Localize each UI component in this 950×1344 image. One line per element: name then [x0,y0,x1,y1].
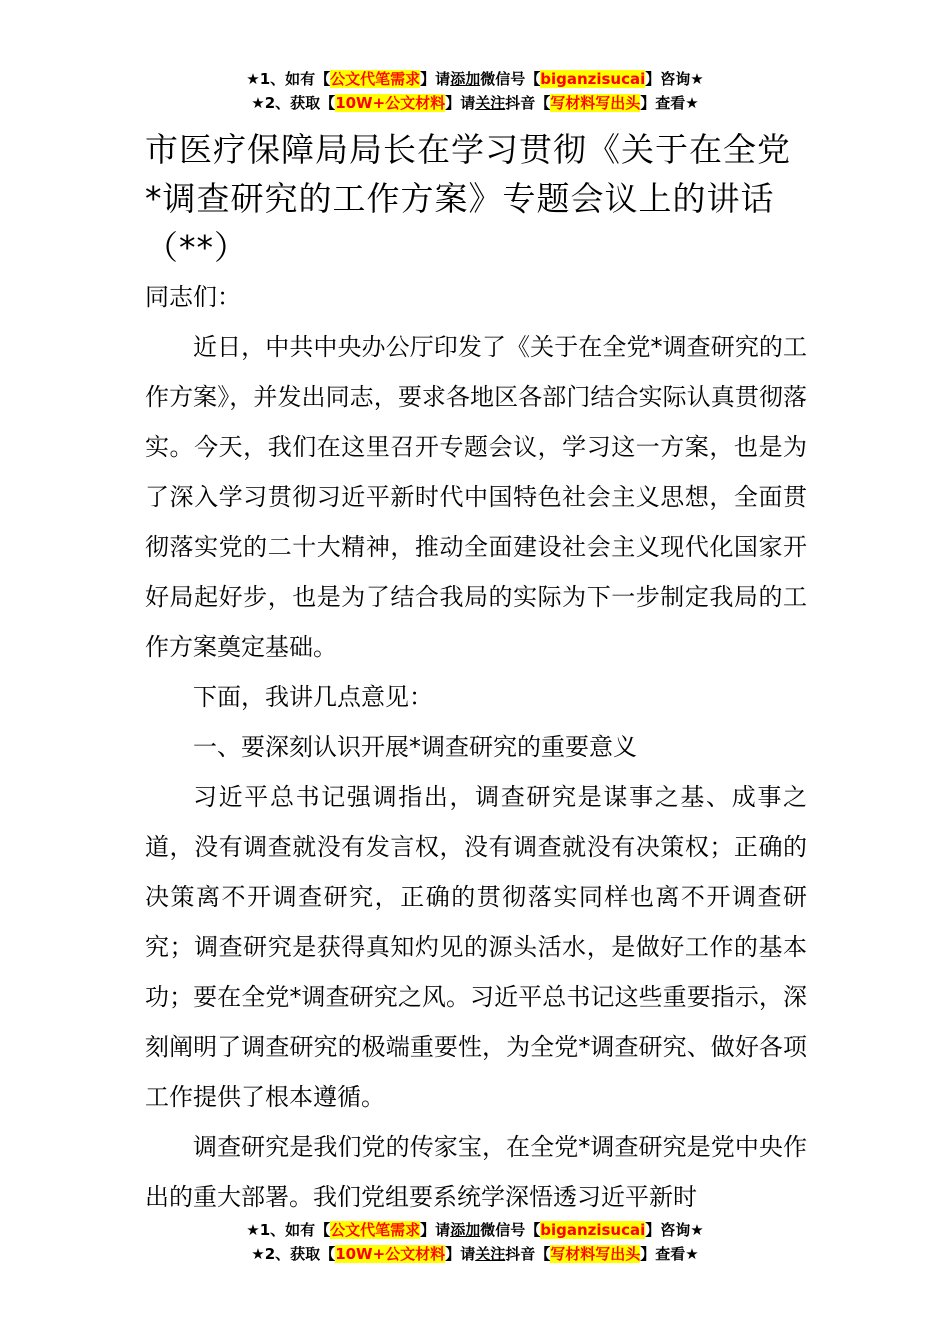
document-title: 市医疗保障局局长在学习贯彻《关于在全党*调查研究的工作方案》专题会议上的讲话（**） [145,130,791,267]
paragraph-body-1: 习近平总书记强调指出，调查研究是谋事之基、成事之道，没有调查就没有发言权，没有调查就没有决策权；正确的决策离不开调查研究，正确的贯彻落实同样也离不开调查研究；调查研究是获得真知灼见的源头活水，是做好工作的基本功；要在全党*调查研究之风。习近平总书记这些重要指示，深刻阐明了调查研究的极端重要性，为全党*调查研究、做好各项工作提供了根本遵循。 [145,783,807,1111]
banner-text: 抖音【 [505,1245,551,1263]
banner-text: ★1、如有【 [246,1221,331,1239]
banner-highlight: 10W+公文材料 [335,94,446,112]
document-body [145,125,807,1222]
banner-highlight: 公文代笔需求 [330,1221,421,1239]
banner-text: 】请 [445,1245,476,1263]
banner-highlight: 写材料写出头 [550,1245,641,1263]
banner-underline: 添加 [450,1221,481,1239]
banner-highlight: 写材料写出头 [550,94,641,112]
banner-highlight: biganzisucai [540,1221,646,1239]
banner-text: 】请 [445,94,476,112]
header-banner-line-2 [0,91,950,115]
banner-text: 】咨询★ [645,70,704,88]
paragraph-intro: 近日，中共中央办公厅印发了《关于在全党*调查研究的工作方案》，并发出同志，要求各地区各部门结合实际认真贯彻落实。今天，我们在这里召开专题会议，学习这一方案，也是为了深入学习贯彻习近平新时代中国特色社会主义思想，全面贯彻落实党的二十大精神，推动全面建设社会主义现代化国家开好局起好步，也是为了结合我局的实际为下一步制定我局的工作方案奠定基础。 [145,333,807,661]
banner-text: 】查看★ [640,1245,699,1263]
paragraph-opinions-lead: 下面，我讲几点意见： [193,683,433,711]
footer-banner-line-1 [0,1218,950,1242]
banner-text: 微信号【 [480,1221,541,1239]
banner-text: 】咨询★ [645,1221,704,1239]
banner-text: 微信号【 [480,70,541,88]
banner-text: 】请 [420,1221,451,1239]
footer-banner-line-2 [0,1242,950,1266]
banner-underline: 添加 [450,70,481,88]
banner-text: 抖音【 [505,94,551,112]
banner-underline: 关注 [475,1245,506,1263]
header-banner-line-1 [0,67,950,91]
banner-text: 】请 [420,70,451,88]
header-banner [0,67,950,115]
paragraph-body-2: 调查研究是我们党的传家宝，在全党*调查研究是党中央作出的重大部署。我们党组要系统学深悟透习近平新时 [145,1133,807,1211]
banner-highlight: biganzisucai [540,70,646,88]
footer-banner [0,1218,950,1266]
banner-text: ★1、如有【 [246,70,331,88]
banner-highlight: 10W+公文材料 [335,1245,446,1263]
section-heading-1: 一、要深刻认识开展*调查研究的重要意义 [193,733,637,761]
banner-text: ★2、获取【 [251,94,336,112]
greeting: 同志们： [145,283,241,311]
banner-text: ★2、获取【 [251,1245,336,1263]
banner-text: 】查看★ [640,94,699,112]
banner-underline: 关注 [475,94,506,112]
banner-highlight: 公文代笔需求 [330,70,421,88]
